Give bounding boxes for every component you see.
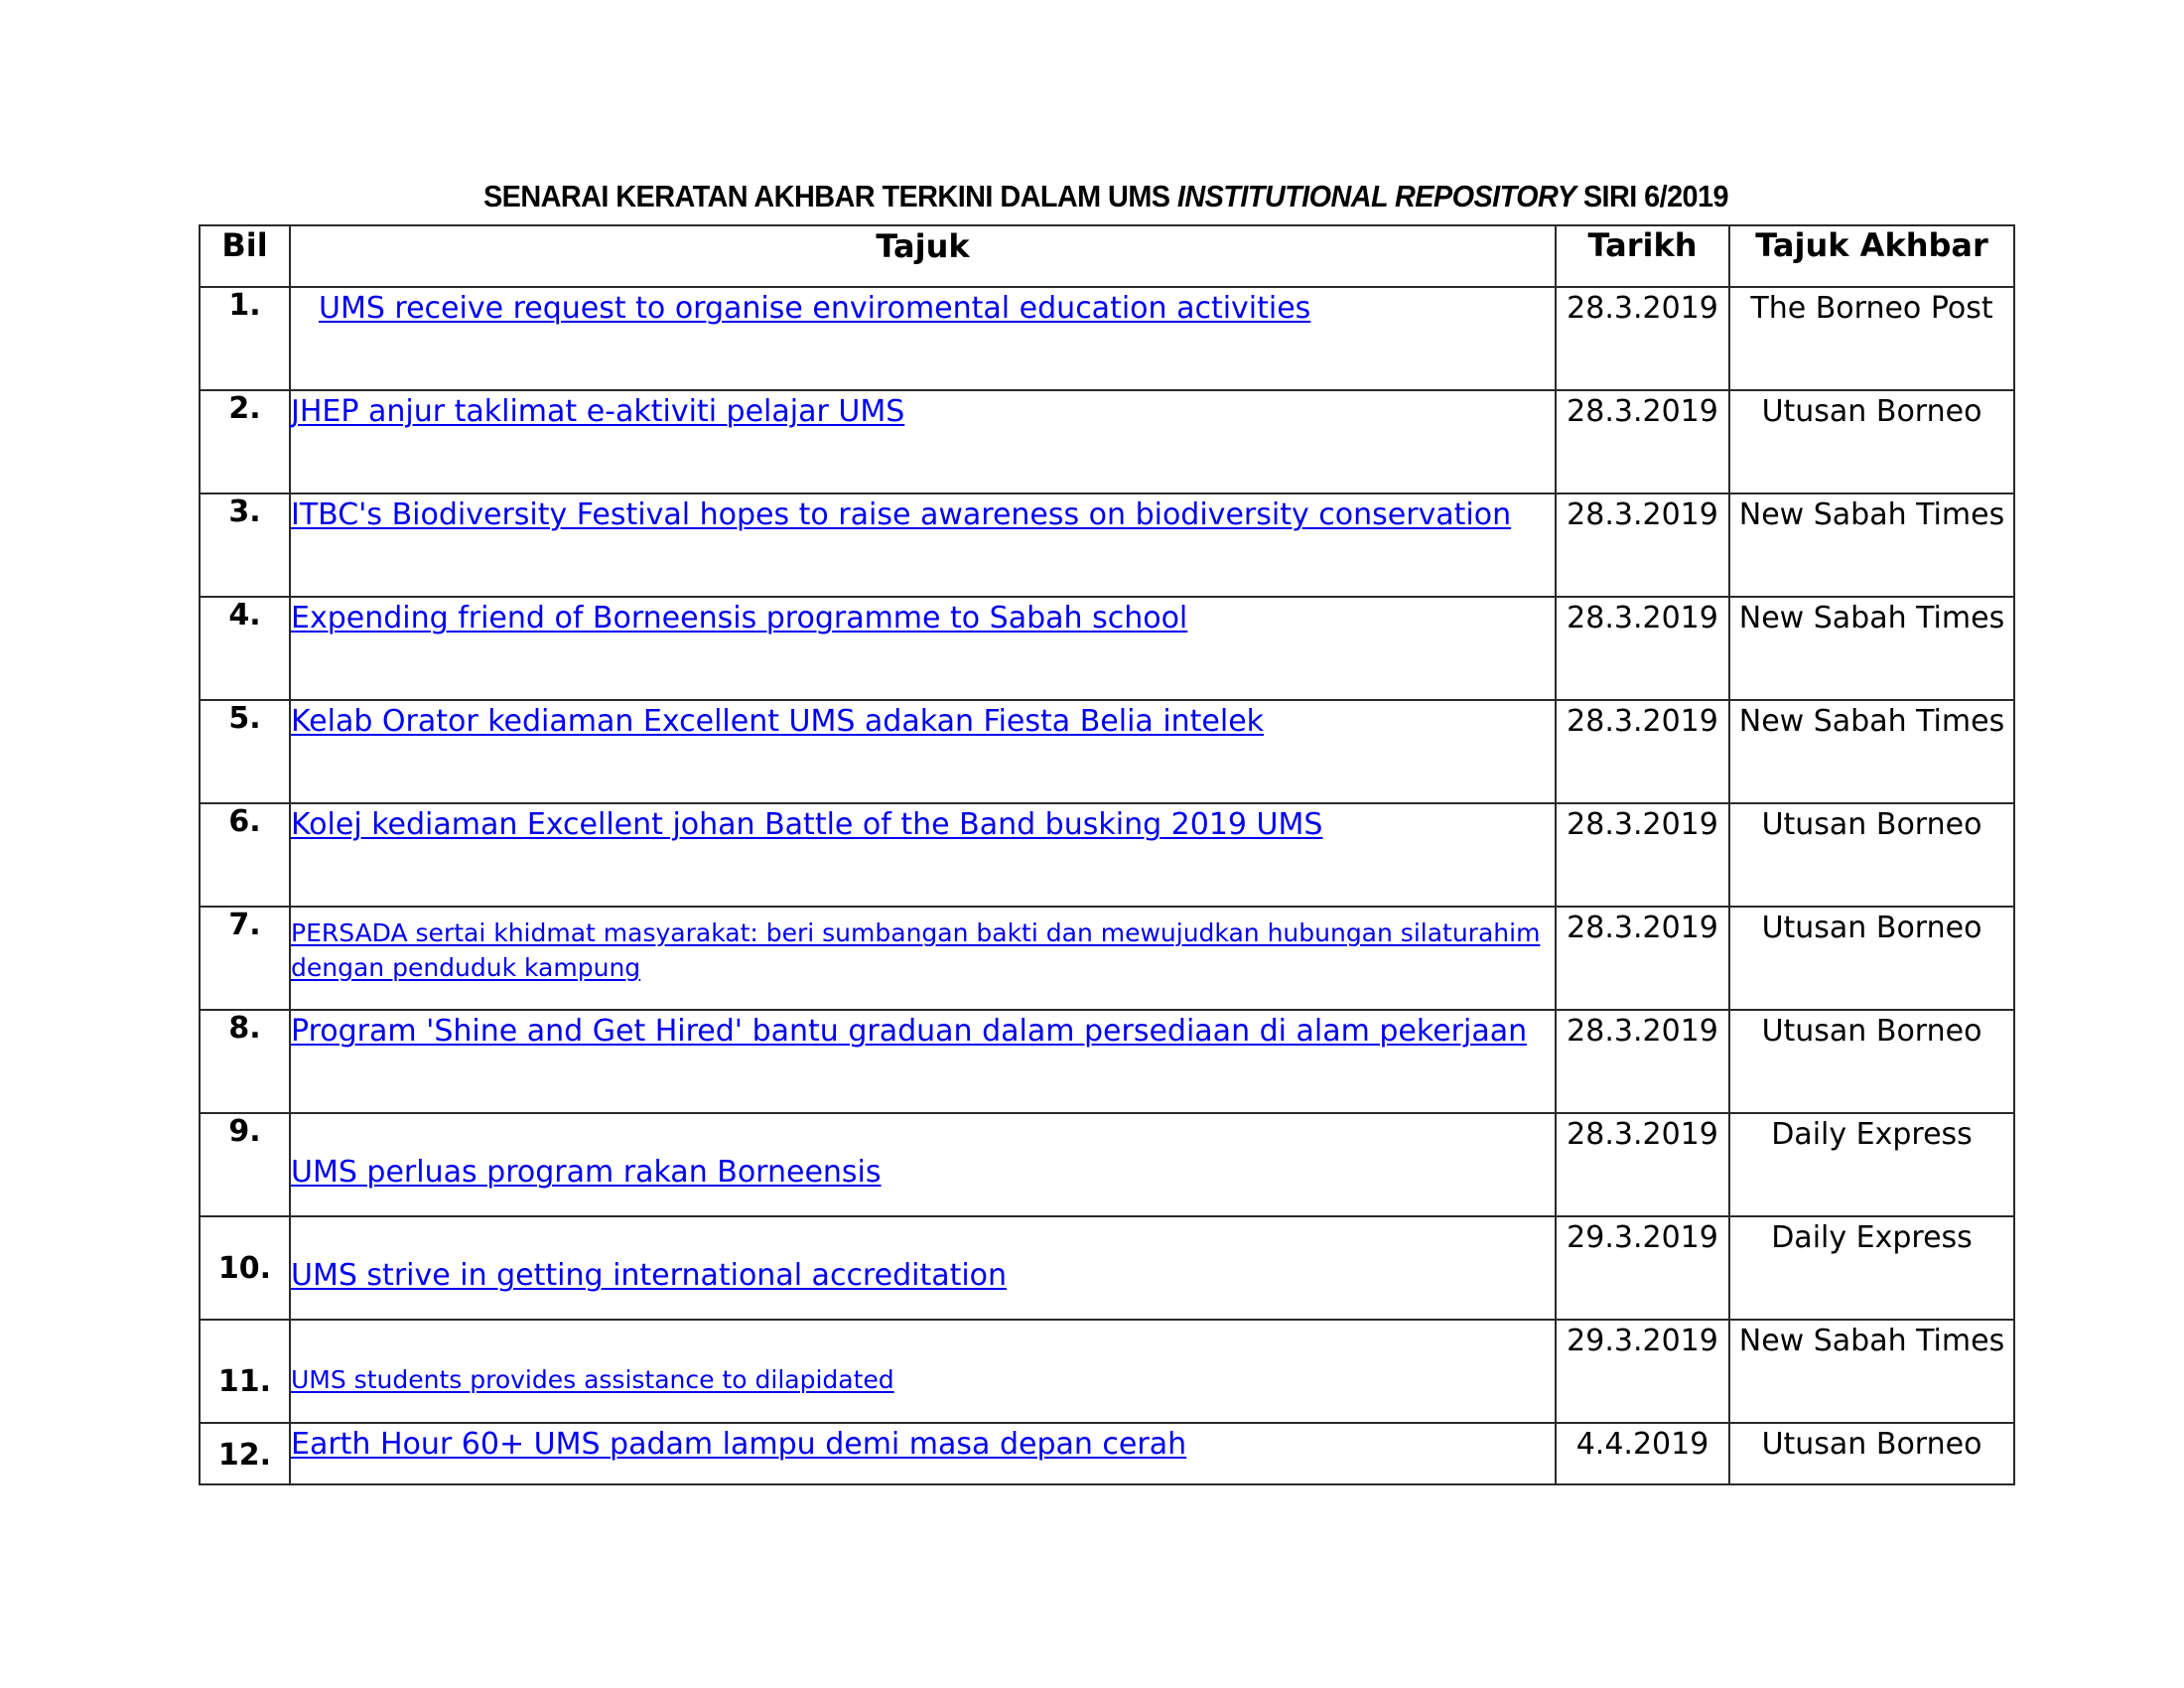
row-newspaper: Utusan Borneo: [1729, 803, 2014, 907]
article-link[interactable]: Expending friend of Borneensis programme to Sabah school: [291, 601, 1188, 635]
article-link[interactable]: UMS receive request to organise enviromental education activities: [319, 291, 1311, 326]
row-newspaper: Utusan Borneo: [1729, 1010, 2014, 1113]
table-row: [200, 803, 2014, 907]
title-italic: INSTITUTIONAL REPOSITORY: [1176, 179, 1576, 213]
table-row: [200, 287, 2014, 390]
article-link[interactable]: Kolej kediaman Excellent johan Battle of the Band busking 2019 UMS: [291, 807, 1323, 842]
article-link[interactable]: Kelab Orator kediaman Excellent UMS adakan Fiesta Belia intelek: [291, 704, 1265, 739]
row-number: 6.: [200, 803, 290, 907]
row-date: 29.3.2019: [1556, 1320, 1729, 1423]
title-part-2: SIRI 6/2019: [1575, 179, 1728, 213]
row-title-cell: [290, 493, 1556, 597]
row-title-cell: [290, 1423, 1556, 1484]
table-row: [200, 597, 2014, 700]
row-date: 28.3.2019: [1556, 803, 1729, 907]
row-newspaper: New Sabah Times: [1729, 493, 2014, 597]
row-date: 28.3.2019: [1556, 1010, 1729, 1113]
row-newspaper: Daily Express: [1729, 1113, 2014, 1216]
row-title-cell: [290, 1113, 1556, 1216]
row-newspaper: Utusan Borneo: [1729, 390, 2014, 493]
table-row: [200, 493, 2014, 597]
row-number: 5.: [200, 700, 290, 803]
table-row: [200, 907, 2014, 1010]
table-row: [200, 1113, 2014, 1216]
article-link[interactable]: UMS students provides assistance to dilapidated: [291, 1365, 894, 1394]
row-number: 11.: [200, 1320, 290, 1423]
header-row: [200, 225, 2014, 287]
table-row: [200, 1423, 2014, 1484]
article-link[interactable]: PERSADA sertai khidmat masyarakat: beri sumbangan bakti dan mewujudkan hubungan silaturahim dengan penduduk kampung: [291, 918, 1541, 982]
header-tajuk-akhbar: Tajuk Akhbar: [1729, 225, 2014, 287]
title-part-1: SENARAI KERATAN AKHBAR TERKINI DALAM UMS: [482, 179, 1177, 213]
row-date: 28.3.2019: [1556, 1113, 1729, 1216]
article-link[interactable]: UMS perluas program rakan Borneensis: [291, 1155, 882, 1190]
row-title-cell: [290, 700, 1556, 803]
row-newspaper: New Sabah Times: [1729, 597, 2014, 700]
row-number: 1.: [200, 287, 290, 390]
row-number: 10.: [200, 1216, 290, 1320]
row-title-cell: [290, 390, 1556, 493]
row-title-cell: [290, 803, 1556, 907]
row-date: 28.3.2019: [1556, 390, 1729, 493]
table-row: [200, 1216, 2014, 1320]
article-link[interactable]: ITBC's Biodiversity Festival hopes to raise awareness on biodiversity conservation: [291, 497, 1512, 532]
row-newspaper: The Borneo Post: [1729, 287, 2014, 390]
row-number: 12.: [200, 1423, 290, 1484]
row-title-cell: [290, 287, 1556, 390]
row-newspaper: Utusan Borneo: [1729, 1423, 2014, 1484]
table-row: [200, 1320, 2014, 1423]
row-date: 28.3.2019: [1556, 287, 1729, 390]
document-title: [262, 179, 1950, 214]
row-date: 28.3.2019: [1556, 493, 1729, 597]
row-title-cell: [290, 1216, 1556, 1320]
row-number: 4.: [200, 597, 290, 700]
article-link[interactable]: UMS strive in getting international accreditation: [291, 1258, 1008, 1293]
row-date: 4.4.2019: [1556, 1423, 1729, 1484]
row-title-cell: [290, 1320, 1556, 1423]
row-newspaper: Daily Express: [1729, 1216, 2014, 1320]
row-number: 7.: [200, 907, 290, 1010]
row-number: 9.: [200, 1113, 290, 1216]
row-date: 28.3.2019: [1556, 597, 1729, 700]
row-newspaper: New Sabah Times: [1729, 1320, 2014, 1423]
row-number: 3.: [200, 493, 290, 597]
article-link[interactable]: Earth Hour 60+ UMS padam lampu demi masa depan cerah: [291, 1427, 1187, 1462]
row-date: 28.3.2019: [1556, 907, 1729, 1010]
row-newspaper: Utusan Borneo: [1729, 907, 2014, 1010]
table-row: [200, 700, 2014, 803]
table-row: [200, 1010, 2014, 1113]
table-row: [200, 390, 2014, 493]
article-link[interactable]: Program 'Shine and Get Hired' bantu graduan dalam persediaan di alam pekerjaan: [291, 1014, 1528, 1049]
row-title-cell: [290, 1010, 1556, 1113]
header-bil: Bil: [200, 225, 290, 287]
row-number: 2.: [200, 390, 290, 493]
header-tarikh: Tarikh: [1556, 225, 1729, 287]
row-date: 28.3.2019: [1556, 700, 1729, 803]
row-newspaper: New Sabah Times: [1729, 700, 2014, 803]
row-title-cell: [290, 907, 1556, 1010]
article-link[interactable]: JHEP anjur taklimat e-aktiviti pelajar UMS: [291, 394, 905, 429]
row-date: 29.3.2019: [1556, 1216, 1729, 1320]
row-title-cell: [290, 597, 1556, 700]
header-tajuk: Tajuk: [290, 225, 1556, 287]
row-number: 8.: [200, 1010, 290, 1113]
clippings-table: [199, 224, 2015, 1485]
